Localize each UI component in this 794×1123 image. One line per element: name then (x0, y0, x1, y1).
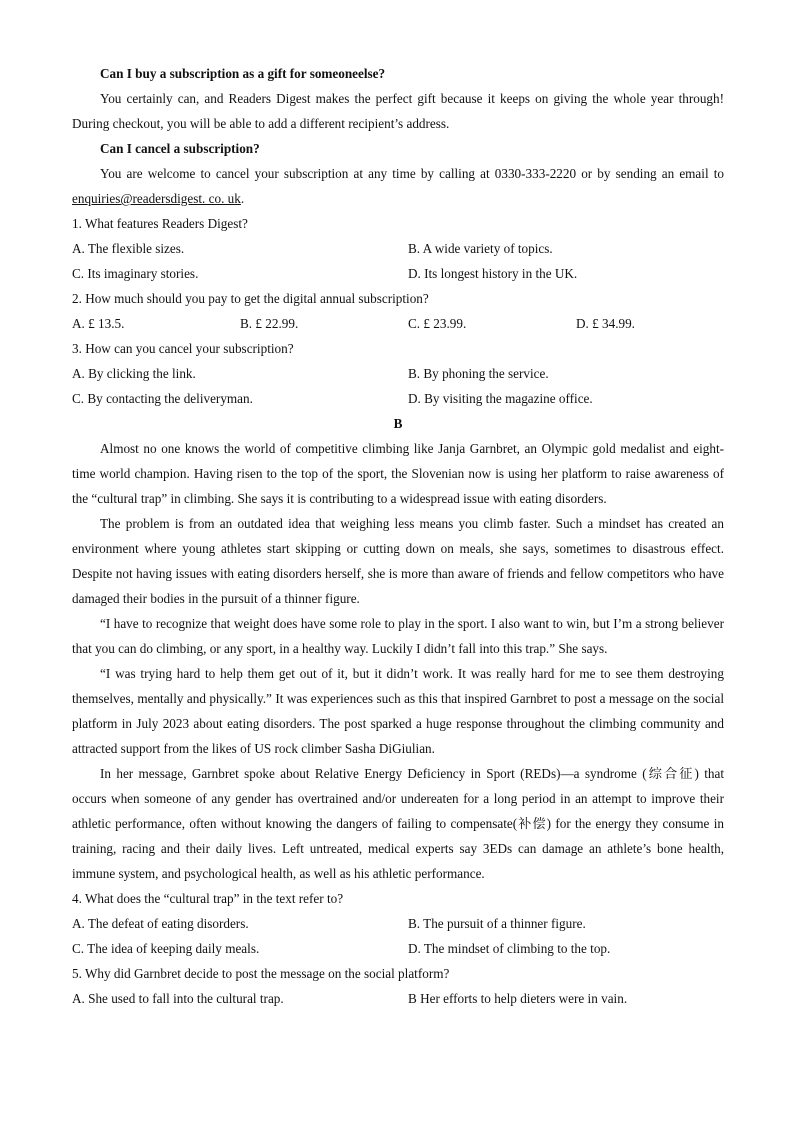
option-2d: D. £ 34.99. (576, 316, 635, 331)
option-1b: B. A wide variety of topics. (408, 241, 553, 256)
passage-paragraph: The problem is from an outdated idea that weighing less means you climb faster. Such a mindset has created an environment where young athletes start skipping or cutting down on meals, she says, sometimes to disastrous effect. Despite not having issues with eating disorders herself, she is more than aware of friends and fellow competitors who have damaged their bodies in the pursuit of a thinner figure. (72, 516, 724, 606)
question-1-options (72, 236, 724, 286)
option-5b: B Her efforts to help dieters were in vain. (408, 991, 628, 1006)
passage-paragraph: “I have to recognize that weight does have some role to play in the sport. I also want to win, but I’m a strong believer that you can do climbing, or any sport, in a healthy way. Luckily I didn’t fall into this trap.” She says. (72, 616, 724, 656)
question-2: 2. How much should you pay to get the digital annual subscription? (72, 291, 429, 306)
passage-paragraph: “I was trying hard to help them get out of it, but it didn’t work. It was really hard for me to see them destroying themselves, mentally and physically.” It was experiences such as this that inspired Garnbret to post a message on the social platform in July 2023 about eating disorders. The post sparked a huge response throughout the climbing community and attracted support from the likes of US rock climber Sasha DiGiulian. (72, 666, 724, 756)
option-2c: C. £ 23.99. (408, 316, 467, 331)
option-4c: C. The idea of keeping daily meals. (72, 941, 260, 956)
option-1c: C. Its imaginary stories. (72, 266, 199, 281)
option-1a: A. The flexible sizes. (72, 241, 185, 256)
option-4b: B. The pursuit of a thinner figure. (408, 916, 586, 931)
faq-question-gift: Can I buy a subscription as a gift for someoneelse? (100, 66, 386, 81)
option-4a: A. The defeat of eating disorders. (72, 916, 249, 931)
option-2a: A. £ 13.5. (72, 316, 125, 331)
option-3a: A. By clicking the link. (72, 366, 196, 381)
question-3: 3. How can you cancel your subscription? (72, 341, 294, 356)
question-1: 1. What features Readers Digest? (72, 216, 248, 231)
question-4: 4. What does the “cultural trap” in the text refer to? (72, 891, 344, 906)
section-b-heading: B (393, 416, 403, 431)
question-3-options (72, 361, 724, 411)
question-2-options (72, 311, 724, 336)
email-link[interactable]: enquiries@readersdigest. co. uk (72, 191, 241, 206)
option-5a: A. She used to fall into the cultural trap. (72, 991, 284, 1006)
faq-answer-cancel-end: . (240, 191, 245, 206)
passage-paragraph: In her message, Garnbret spoke about Relative Energy Deficiency in Sport (REDs)—a syndrome (综合征) that occurs when someone of any gender has overtrained and/or undereaten for a long period in an attempt to improve their athletic performance, often without knowing the dangers of failing to compensate(补偿) for the energy they consume in training, racing and their daily lives. Left untreated, medical experts say 3EDs can damage an athlete’s bone health, immune system, and psychological health, as well as his athletic performance. (72, 766, 724, 881)
faq-answer-cancel-text: You are welcome to cancel your subscription at any time by calling at 0330-333-2220 or by sending an email to (100, 166, 724, 181)
passage-paragraph: Almost no one knows the world of competitive climbing like Janja Garnbret, an Olympic gold medalist and eight-time world champion. Having risen to the top of the sport, the Slovenian now is using her platform to raise awareness of the “cultural trap” in climbing. She says it is contributing to a widespread issue with eating disorders. (72, 441, 724, 506)
document-page (72, 61, 724, 1011)
option-1d: D. Its longest history in the UK. (408, 266, 578, 281)
option-3d: D. By visiting the magazine office. (408, 391, 593, 406)
faq-answer-gift: You certainly can, and Readers Digest makes the perfect gift because it keeps on giving the whole year through! During checkout, you will be able to add a different recipient’s address. (72, 91, 724, 131)
option-3b: B. By phoning the service. (408, 366, 549, 381)
question-4-options (72, 911, 724, 961)
option-2b: B. £ 22.99. (240, 316, 299, 331)
question-5-options (72, 986, 724, 1011)
faq-question-cancel: Can I cancel a subscription? (100, 141, 260, 156)
question-5: 5. Why did Garnbret decide to post the message on the social platform? (72, 966, 450, 981)
option-4d: D. The mindset of climbing to the top. (408, 941, 611, 956)
faq-answer-cancel (72, 161, 724, 211)
option-3c: C. By contacting the deliveryman. (72, 391, 253, 406)
